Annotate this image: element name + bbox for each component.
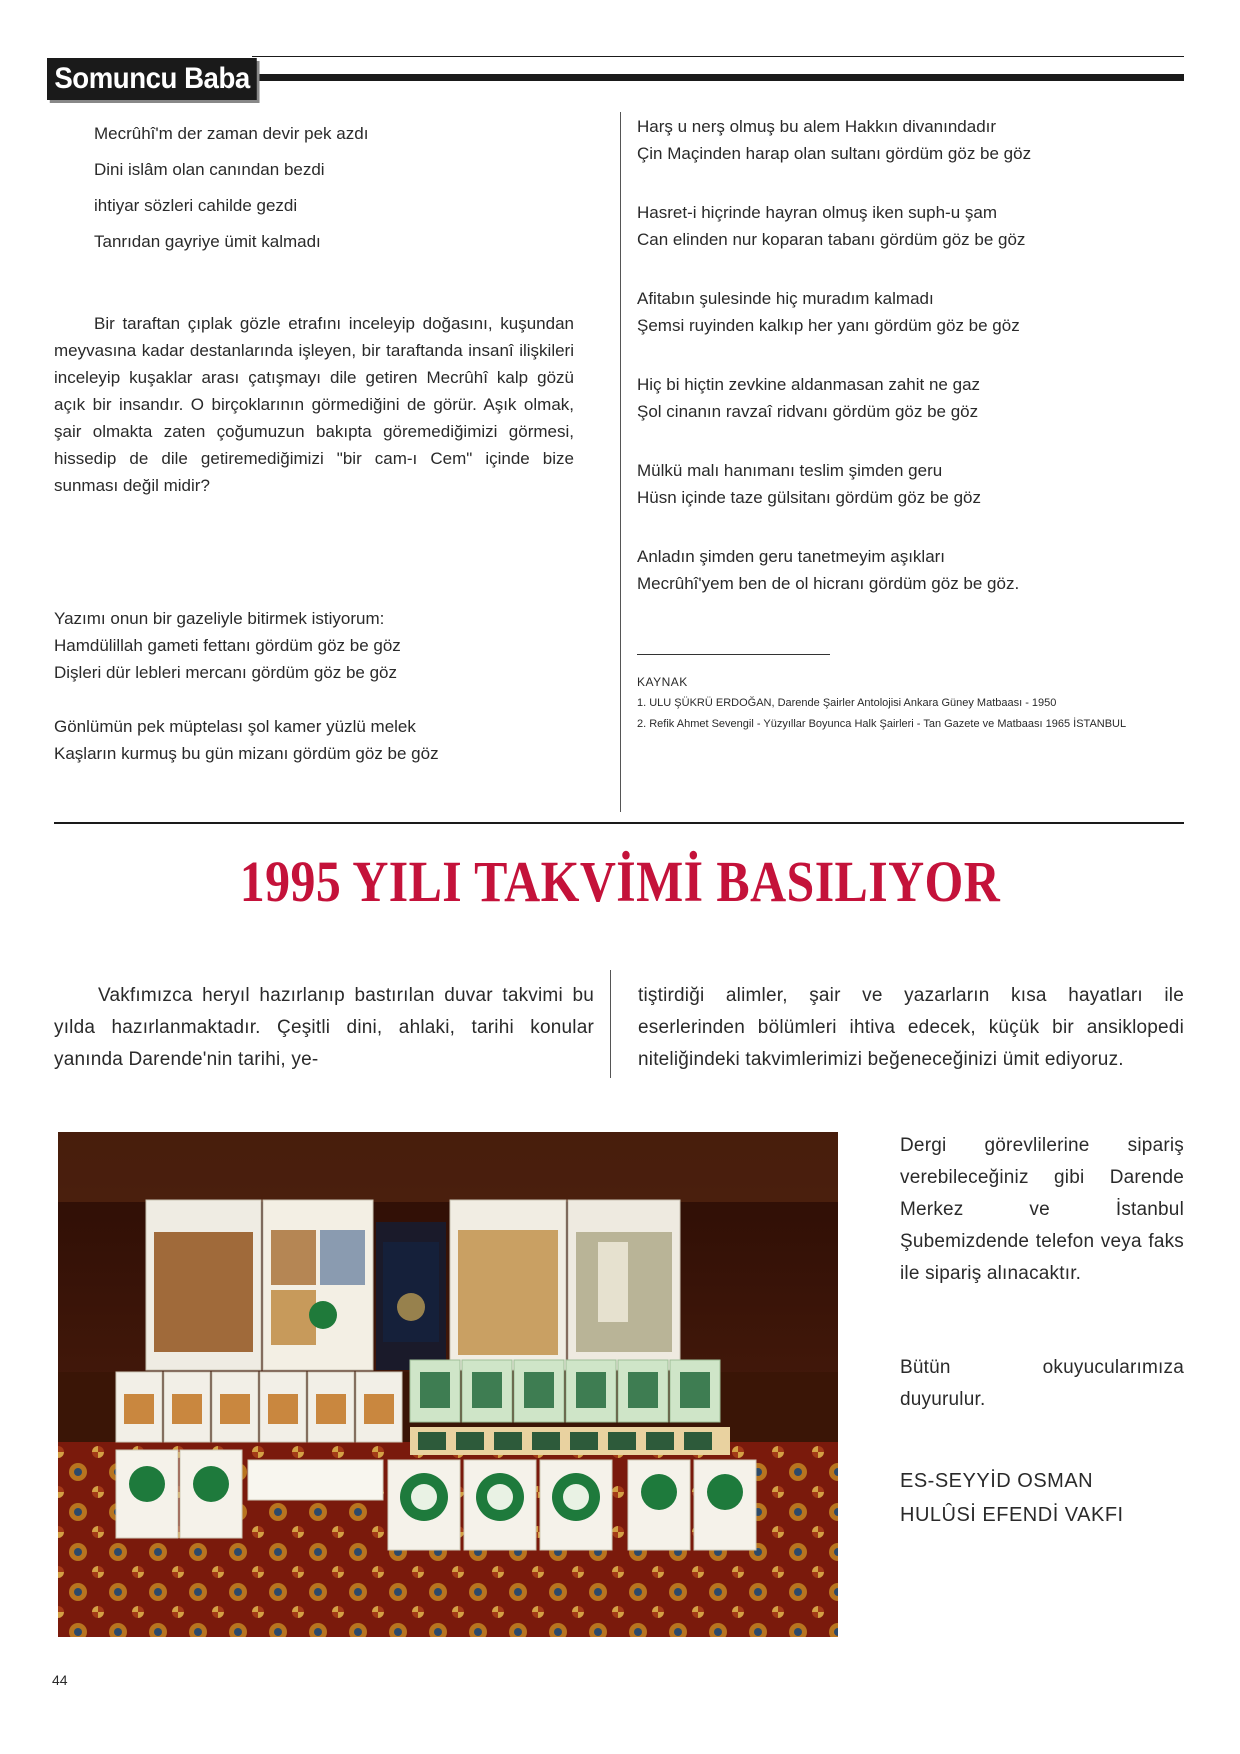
verse-line: Kaşların kurmuş bu gün mizanı gördüm göz be göz [54,744,439,763]
signature [900,1464,1184,1532]
header-top-rule [252,56,1184,57]
verse-line: Harş u nerş olmuş bu alem Hakkın divanındadır [637,117,997,136]
source-item: 1. ULU ŞÜKRÜ ERDOĞAN, Darende Şairler Antolojisi Ankara Güney Matbaası - 1950 [637,697,1057,709]
photo-illustration [58,1132,838,1637]
verse-line: Dişleri dür lebleri mercanı gördüm göz be göz [54,663,397,682]
sources [637,675,1187,732]
signature-line: HULÛSİ EFENDİ VAKFI [900,1504,1124,1526]
verse-line: Çin Maçinden harap olan sultanı gördüm göz be göz [637,144,1032,163]
section-rule [54,822,1184,824]
poem-line: Mecrûhî'm der zaman devir pek azdı [94,124,369,143]
poem-stanza [94,120,574,255]
verse-line: Hiç bi hiçtin zevkine aldanmasan zahit ne gaz [637,375,981,394]
verse-line: Afitabın şulesinde hiç muradım kalmadı [637,289,934,308]
article-paragraph: Bir taraftan çıplak gözle etrafını inceleyip doğasını, kuşundan meyvasına kadar destanlarında işleyen, bir taraftanda insanî ilişkileri inceleyip kuşaklar arası çatışmayı dile getiren Mecrûhî kalp gözü açık bir insandır. O birçoklarının görmediğini de görür. Aşık olmak, şair olmakta zaten çoğumuzun bakıpta göremediğimizi görmesi, hissedip de dile getiremediğimizi "bir cam-ı Cem" içinde bize sunması değil midir? [54,314,574,495]
announcement-title: 1995 YILI TAKVİMİ BASILIYOR [239,849,1001,914]
announcement-col1: Vakfımızca heryıl hazırlanıp bastırılan duvar takvimi bu yılda hazırlanmaktadır. Çeşitli dini, ahlaki, tarihi konular yanında Darende'nin tarihi, ye- [54,985,594,1070]
verse-stanza [637,113,1197,167]
gazel-right [637,113,1197,597]
verse-line: Hamdülillah gameti fettanı gördüm göz be göz [54,636,401,655]
column-divider [620,112,621,812]
gazel-left [54,605,594,767]
verse-line: Mecrûhî'yem ben de ol hicranı gördüm göz be göz. [637,574,1020,593]
verse-line: Anladın şimden geru tanetmeyim aşıkları [637,547,946,566]
verse-stanza [637,199,1197,253]
poem-line: Tanrıdan gayriye ümit kalmadı [94,232,321,251]
poem-line: ihtiyar sözleri cahilde gezdi [94,196,298,215]
signature-line: ES-SEYYİD OSMAN [900,1470,1094,1492]
sources-rule [637,654,830,655]
page-number: 44 [52,1672,68,1688]
verse-line: Hasret-i hiçrinde hayran olmuş iken suph-u şam [637,203,997,222]
calendar-display-photo [58,1132,838,1637]
source-item: 2. Refik Ahmet Sevengil - Yüzyıllar Boyunca Halk Şairleri - Tan Gazete ve Matbaası 1965 İSTANBUL [637,718,1127,730]
closing-note: Bütün okuyucularımıza duyurulur. [900,1357,1184,1410]
verse-line: Mülkü malı hanımanı teslim şimden geru [637,461,943,480]
magazine-name: Somuncu Baba [47,58,257,100]
announcement-col2: tiştirdiği alimler, şair ve yazarların kısa hayatları ile eserlerinden bölümleri ihtiva edecek, küçük bir ansiklopedi niteliğindeki takvimlerimizi beğeneceğinizi ümit ediyoruz. [638,985,1184,1070]
order-info: Dergi görevlilerine sipariş verebileceğiniz gibi Darende Merkez ve İstanbul Şubemizdende telefon veya faks ile sipariş alınacaktır. [900,1135,1184,1284]
verse-stanza [637,543,1197,597]
verse-stanza [637,371,1197,425]
verse-line: Hüsn içinde taze gülsitanı gördüm göz be göz [637,488,981,507]
verse-line: Gönlümün pek müptelası şol kamer yüzlü melek [54,717,416,736]
announcement-divider [610,970,611,1078]
poem-line: Dini islâm olan canından bezdi [94,160,325,179]
verse-line: Şol cinanın ravzaî ridvanı gördüm göz be göz [637,402,979,421]
header-rule [252,74,1184,81]
verse-stanza [637,457,1197,511]
sources-title: KAYNAK [637,675,688,689]
verse-line: Şemsi ruyinden kalkıp her yanı gördüm göz be göz [637,316,1020,335]
verse-stanza [637,285,1197,339]
gazel-intro: Yazımı onun bir gazeliyle bitirmek istiyorum: [54,609,385,628]
verse-line: Can elinden nur koparan tabanı gördüm göz be göz [637,230,1026,249]
